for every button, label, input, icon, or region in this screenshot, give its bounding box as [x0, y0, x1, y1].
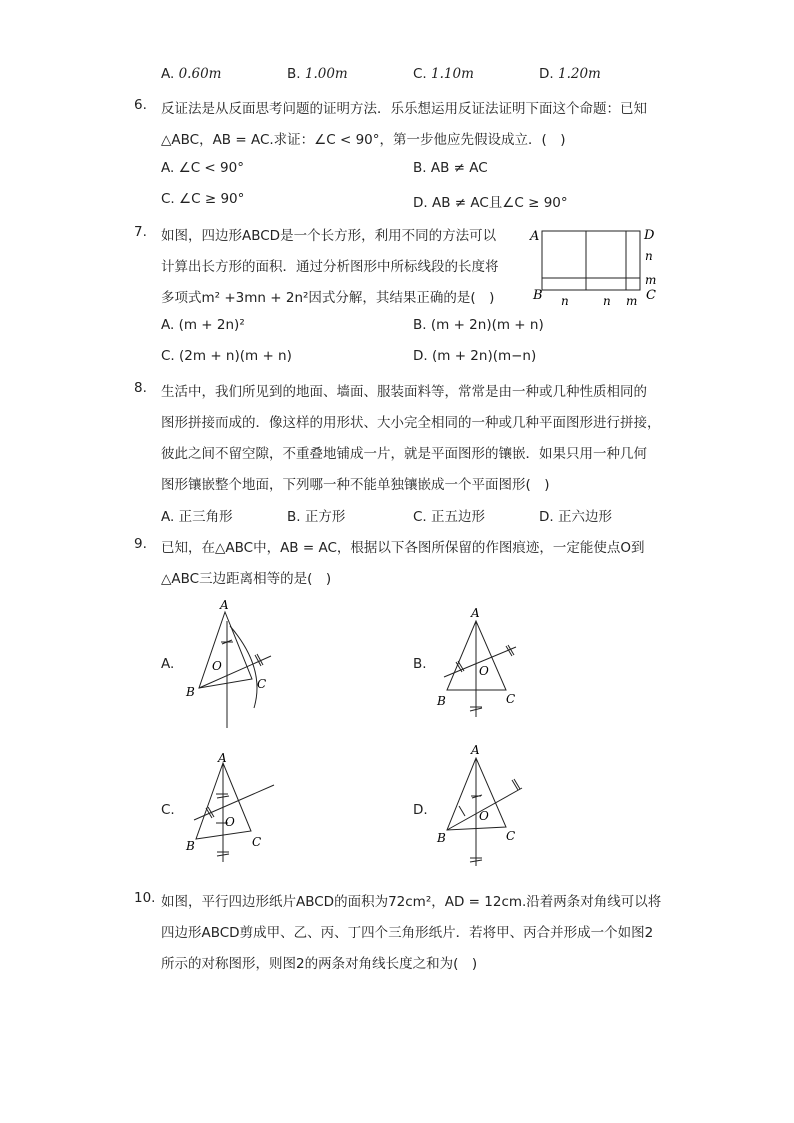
q9-option-a-label: A.	[161, 656, 175, 672]
q9-option-b-label: B.	[413, 656, 427, 672]
q9-figure-a	[180, 596, 280, 734]
question-text-line: 计算出长方形的面积．通过分析图形中所标线段的长度将	[161, 259, 499, 275]
vertex-a: A	[471, 606, 480, 620]
q5-option-d: D. 1.20m	[539, 66, 601, 82]
question-number: 8.	[134, 380, 147, 396]
q7-option-d: D. (m + 2n)(m−n)	[413, 348, 537, 364]
vertex-c: C	[506, 829, 516, 843]
vertex-b: B	[186, 839, 195, 853]
q8-option-b: B. 正方形	[287, 509, 346, 525]
q9-figure-b	[432, 603, 532, 719]
q9-option-c-label: C.	[161, 802, 175, 818]
label-n-right: n	[645, 249, 653, 263]
label-n-bottom-1: n	[561, 294, 569, 308]
question-text-line: 如图，四边形ABCD是一个长方形，利用不同的方法可以	[161, 228, 497, 244]
vertex-a: A	[218, 751, 227, 765]
q5-option-a: A. 0.60m	[161, 66, 222, 82]
vertex-a: A	[471, 743, 480, 757]
q6-option-b: B. AB ≠ AC	[413, 160, 488, 176]
question-number: 6.	[134, 97, 147, 113]
label-n-bottom-2: n	[603, 294, 611, 308]
question-text-line: 多项式m² +3mn + 2n²因式分解，其结果正确的是( )	[161, 290, 495, 306]
question-text-line: 图形镶嵌整个地面，下列哪一种不能单独镶嵌成一个平面图形( )	[161, 477, 550, 493]
question-text-line: 四边形ABCD剪成甲、乙、丙、丁四个三角形纸片．若将甲、丙合并形成一个如图2	[161, 925, 654, 941]
question-number: 7.	[134, 224, 147, 240]
question-number: 9.	[134, 536, 147, 552]
vertex-a: A	[220, 598, 229, 612]
vertex-b: B	[186, 685, 195, 699]
q8-option-a: A. 正三角形	[161, 509, 233, 525]
rectangle-figure	[528, 222, 664, 308]
question-text-line: 所示的对称图形，则图2的两条对角线长度之和为( )	[161, 956, 478, 972]
q6-option-a: A. ∠C < 90°	[161, 160, 244, 176]
point-o: O	[479, 664, 489, 678]
vertex-b: B	[437, 831, 446, 845]
q9-option-d-label: D.	[413, 802, 428, 818]
q5-option-c: C. 1.10m	[413, 66, 474, 82]
vertex-c: C	[257, 677, 267, 691]
question-text-line: 彼此之间不留空隙，不重叠地铺成一片，就是平面图形的镶嵌．如果只用一种几何	[161, 446, 647, 462]
q7-option-c: C. (2m + n)(m + n)	[161, 348, 292, 364]
q8-option-c: C. 正五边形	[413, 509, 486, 525]
q7-option-a: A. (m + 2n)²	[161, 317, 245, 333]
q5-option-b: B. 1.00m	[287, 66, 348, 82]
q9-figure-d	[432, 740, 532, 870]
point-o: O	[212, 659, 222, 673]
question-text-line: 如图，平行四边形纸片ABCD的面积为72cm²，AD = 12cm.沿着两条对角线可以将	[161, 894, 662, 910]
question-text-line: 已知，在△ABC中，AB = AC，根据以下各图所保留的作图痕迹，一定能使点O到	[161, 540, 645, 556]
vertex-b: B	[437, 694, 446, 708]
q8-option-d: D. 正六边形	[539, 509, 612, 525]
vertex-b: B	[533, 288, 543, 303]
label-m-right: m	[645, 273, 657, 287]
question-text-line: △ABC，AB = AC.求证：∠C < 90°，第一步他应先假设成立．( )	[161, 132, 566, 148]
vertex-c: C	[506, 692, 516, 706]
question-number: 10.	[134, 890, 156, 906]
question-text-line: 图形拼接而成的．像这样的用形状、大小完全相同的一种或几种平面图形进行拼接，	[161, 415, 661, 431]
q6-option-c: C. ∠C ≥ 90°	[161, 191, 245, 207]
question-text-line: 生活中，我们所见到的地面、墙面、服装面料等，常常是由一种或几种性质相同的	[161, 384, 647, 400]
label-m-bottom: m	[626, 294, 638, 308]
point-o: O	[225, 815, 235, 829]
q6-option-d: D. AB ≠ AC且∠C ≥ 90°	[413, 195, 568, 211]
question-text-line: △ABC三边距离相等的是( )	[161, 571, 332, 587]
vertex-c: C	[646, 288, 656, 303]
vertex-a: A	[530, 229, 540, 244]
question-text-line: 反证法是从反面思考问题的证明方法．乐乐想运用反证法证明下面这个命题：已知	[161, 101, 647, 117]
vertex-c: C	[252, 835, 262, 849]
vertex-d: D	[644, 228, 655, 243]
q7-option-b: B. (m + 2n)(m + n)	[413, 317, 544, 333]
q9-figure-c	[180, 750, 280, 866]
point-o: O	[479, 809, 489, 823]
